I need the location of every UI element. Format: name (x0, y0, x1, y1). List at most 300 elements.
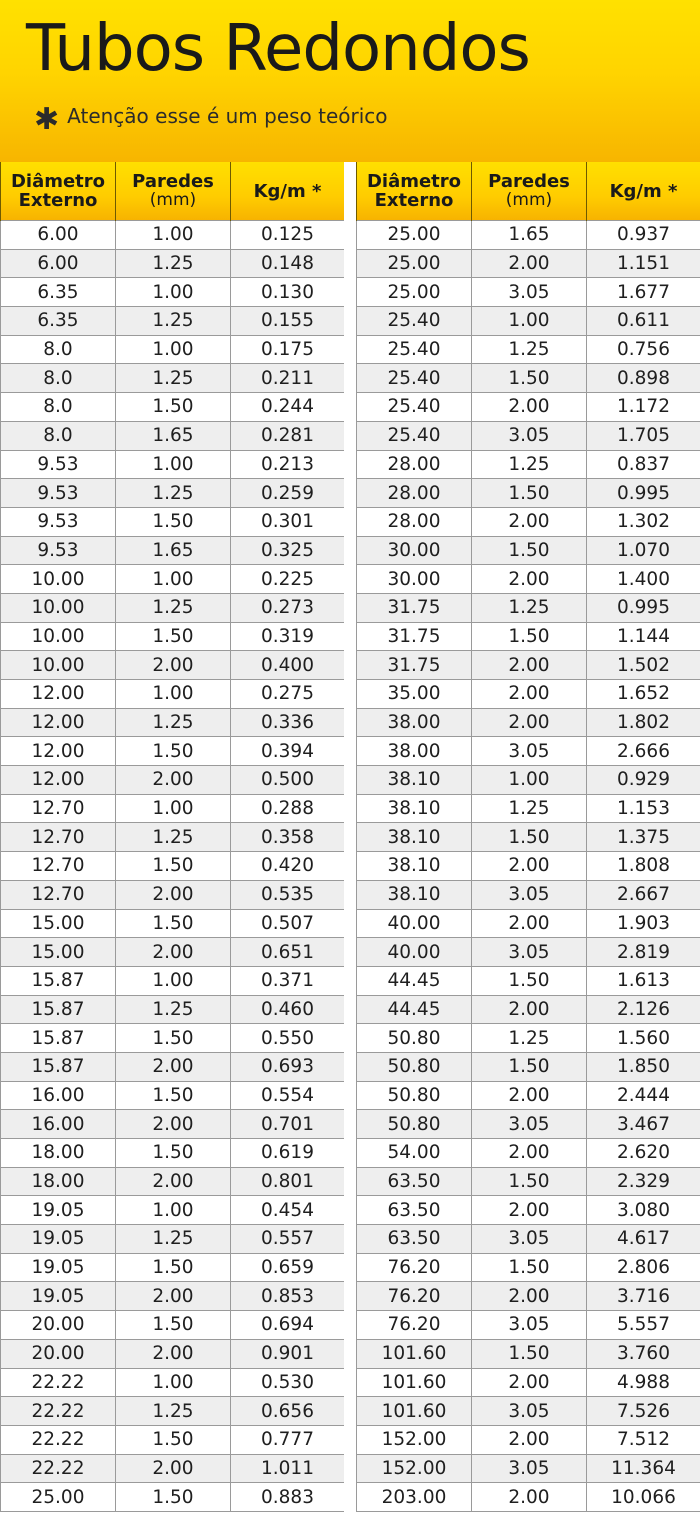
cell-wall: 1.50 (116, 1425, 231, 1454)
table-row (1, 1397, 345, 1426)
cell-weight: 0.898 (587, 364, 700, 393)
cell-weight: 1.172 (587, 393, 700, 422)
cell-diameter: 12.70 (1, 880, 116, 909)
table-row (1, 1368, 345, 1397)
table-row (1, 1052, 345, 1081)
table-row (1, 335, 345, 364)
cell-wall: 1.50 (472, 966, 587, 995)
cell-wall: 2.00 (116, 766, 231, 795)
table-row (357, 507, 700, 536)
cell-diameter: 25.40 (357, 364, 472, 393)
cell-diameter: 18.00 (1, 1167, 116, 1196)
table-row (357, 651, 700, 680)
cell-weight: 0.225 (231, 565, 345, 594)
page-title: Tubos Redondos (26, 12, 530, 86)
table-row (357, 364, 700, 393)
cell-wall: 1.50 (116, 1253, 231, 1282)
cell-wall: 1.50 (116, 622, 231, 651)
cell-wall: 1.50 (472, 622, 587, 651)
table-row (1, 966, 345, 995)
cell-diameter: 40.00 (357, 909, 472, 938)
cell-wall: 3.05 (472, 737, 587, 766)
table-row (357, 1454, 700, 1483)
cell-diameter: 31.75 (357, 651, 472, 680)
table-row (357, 278, 700, 307)
cell-weight: 0.756 (587, 335, 700, 364)
cell-diameter: 19.05 (1, 1253, 116, 1282)
cell-diameter: 38.10 (357, 823, 472, 852)
table-row (357, 622, 700, 651)
cell-wall: 1.50 (116, 1311, 231, 1340)
cell-diameter: 19.05 (1, 1282, 116, 1311)
right-table-body (357, 221, 700, 1512)
table-row (357, 1196, 700, 1225)
cell-wall: 3.05 (472, 1110, 587, 1139)
table-row (357, 1167, 700, 1196)
asterisk-icon: ✱ (34, 102, 60, 137)
cell-diameter: 9.53 (1, 507, 116, 536)
cell-diameter: 35.00 (357, 680, 472, 709)
cell-wall: 2.00 (116, 651, 231, 680)
cell-diameter: 8.0 (1, 335, 116, 364)
right-table-container (356, 162, 700, 1512)
cell-weight: 0.244 (231, 393, 345, 422)
cell-weight: 0.288 (231, 794, 345, 823)
table-separator (344, 162, 356, 1514)
cell-weight: 1.903 (587, 909, 700, 938)
cell-diameter: 28.00 (357, 450, 472, 479)
cell-wall: 1.50 (116, 909, 231, 938)
cell-weight: 0.694 (231, 1311, 345, 1340)
table-row (1, 938, 345, 967)
table-row (1, 1110, 345, 1139)
cell-wall: 2.00 (116, 880, 231, 909)
cell-diameter: 9.53 (1, 450, 116, 479)
cell-weight: 0.837 (587, 450, 700, 479)
tubes-table-left (0, 162, 345, 1512)
cell-weight: 0.148 (231, 249, 345, 278)
table-row (357, 1483, 700, 1512)
cell-diameter: 12.00 (1, 680, 116, 709)
cell-wall: 2.00 (472, 1139, 587, 1168)
table-row (1, 536, 345, 565)
cell-weight: 7.526 (587, 1397, 700, 1426)
table-row (1, 1425, 345, 1454)
cell-diameter: 40.00 (357, 938, 472, 967)
cell-wall: 1.25 (116, 307, 231, 336)
cell-weight: 0.259 (231, 479, 345, 508)
cell-diameter: 38.10 (357, 794, 472, 823)
cell-weight: 0.454 (231, 1196, 345, 1225)
cell-wall: 2.00 (472, 507, 587, 536)
header-walls: Paredes (mm) (116, 162, 231, 221)
cell-diameter: 28.00 (357, 479, 472, 508)
table-row (357, 1225, 700, 1254)
table-row (357, 1397, 700, 1426)
cell-wall: 1.00 (116, 966, 231, 995)
table-row (1, 1167, 345, 1196)
page-header (0, 0, 700, 162)
table-row (1, 1024, 345, 1053)
cell-diameter: 38.00 (357, 737, 472, 766)
cell-diameter: 76.20 (357, 1253, 472, 1282)
cell-weight: 0.336 (231, 708, 345, 737)
cell-weight: 0.995 (587, 593, 700, 622)
cell-diameter: 63.50 (357, 1196, 472, 1225)
cell-wall: 2.00 (472, 1368, 587, 1397)
cell-weight: 1.677 (587, 278, 700, 307)
cell-diameter: 12.00 (1, 708, 116, 737)
table-row (1, 909, 345, 938)
table-row (357, 536, 700, 565)
cell-weight: 11.364 (587, 1454, 700, 1483)
cell-diameter: 22.22 (1, 1368, 116, 1397)
cell-weight: 0.801 (231, 1167, 345, 1196)
cell-diameter: 10.00 (1, 593, 116, 622)
cell-wall: 3.05 (472, 1454, 587, 1483)
cell-diameter: 25.00 (357, 249, 472, 278)
cell-wall: 1.65 (472, 221, 587, 250)
cell-wall: 2.00 (472, 393, 587, 422)
table-row (1, 307, 345, 336)
cell-weight: 1.144 (587, 622, 700, 651)
table-row (1, 651, 345, 680)
cell-diameter: 20.00 (1, 1311, 116, 1340)
cell-diameter: 15.87 (1, 1024, 116, 1053)
cell-weight: 0.554 (231, 1081, 345, 1110)
cell-weight: 0.175 (231, 335, 345, 364)
table-row (1, 593, 345, 622)
cell-wall: 1.50 (116, 737, 231, 766)
cell-diameter: 8.0 (1, 421, 116, 450)
cell-diameter: 18.00 (1, 1139, 116, 1168)
cell-diameter: 63.50 (357, 1225, 472, 1254)
cell-diameter: 31.75 (357, 593, 472, 622)
cell-diameter: 25.00 (357, 278, 472, 307)
cell-wall: 2.00 (472, 651, 587, 680)
table-row (357, 966, 700, 995)
table-row (357, 1311, 700, 1340)
table-row (357, 421, 700, 450)
cell-wall: 3.05 (472, 938, 587, 967)
cell-diameter: 9.53 (1, 536, 116, 565)
cell-diameter: 8.0 (1, 393, 116, 422)
cell-wall: 1.50 (116, 1483, 231, 1512)
table-row (357, 1282, 700, 1311)
table-row (357, 307, 700, 336)
cell-wall: 1.65 (116, 421, 231, 450)
cell-wall: 2.00 (472, 1483, 587, 1512)
cell-wall: 1.25 (472, 335, 587, 364)
cell-diameter: 50.80 (357, 1024, 472, 1053)
left-table-container (0, 162, 344, 1512)
cell-diameter: 25.40 (357, 393, 472, 422)
cell-weight: 0.420 (231, 852, 345, 881)
cell-diameter: 25.00 (1, 1483, 116, 1512)
cell-weight: 1.652 (587, 680, 700, 709)
cell-wall: 1.25 (472, 593, 587, 622)
table-row (357, 794, 700, 823)
cell-wall: 2.00 (116, 1282, 231, 1311)
table-row (1, 766, 345, 795)
cell-wall: 1.50 (472, 1052, 587, 1081)
table-row (1, 995, 345, 1024)
cell-wall: 1.00 (472, 307, 587, 336)
cell-diameter: 30.00 (357, 536, 472, 565)
table-row (1, 221, 345, 250)
cell-wall: 2.00 (472, 852, 587, 881)
cell-weight: 0.929 (587, 766, 700, 795)
cell-wall: 2.00 (116, 1167, 231, 1196)
table-row (1, 1253, 345, 1282)
table-row (357, 1425, 700, 1454)
cell-weight: 1.705 (587, 421, 700, 450)
cell-weight: 0.211 (231, 364, 345, 393)
cell-wall: 2.00 (116, 1110, 231, 1139)
cell-diameter: 15.87 (1, 966, 116, 995)
table-row (357, 221, 700, 250)
cell-weight: 0.937 (587, 221, 700, 250)
cell-wall: 1.50 (472, 479, 587, 508)
cell-weight: 1.375 (587, 823, 700, 852)
cell-diameter: 25.40 (357, 307, 472, 336)
cell-wall: 1.25 (116, 1225, 231, 1254)
table-row (1, 364, 345, 393)
cell-diameter: 15.87 (1, 1052, 116, 1081)
cell-weight: 0.301 (231, 507, 345, 536)
table-row (357, 708, 700, 737)
cell-weight: 1.070 (587, 536, 700, 565)
cell-diameter: 8.0 (1, 364, 116, 393)
cell-diameter: 50.80 (357, 1081, 472, 1110)
table-row (1, 1282, 345, 1311)
table-row (1, 479, 345, 508)
cell-weight: 0.883 (231, 1483, 345, 1512)
cell-weight: 0.325 (231, 536, 345, 565)
table-row (1, 1225, 345, 1254)
cell-weight: 4.617 (587, 1225, 700, 1254)
cell-weight: 3.080 (587, 1196, 700, 1225)
cell-weight: 0.130 (231, 278, 345, 307)
cell-wall: 3.05 (472, 278, 587, 307)
cell-wall: 1.00 (116, 680, 231, 709)
cell-weight: 2.126 (587, 995, 700, 1024)
cell-weight: 2.806 (587, 1253, 700, 1282)
cell-diameter: 15.00 (1, 938, 116, 967)
cell-wall: 1.50 (472, 364, 587, 393)
cell-weight: 0.656 (231, 1397, 345, 1426)
table-row (357, 909, 700, 938)
cell-wall: 1.25 (116, 364, 231, 393)
cell-weight: 1.850 (587, 1052, 700, 1081)
table-row (357, 1081, 700, 1110)
table-row (1, 1139, 345, 1168)
cell-weight: 0.535 (231, 880, 345, 909)
cell-diameter: 50.80 (357, 1052, 472, 1081)
table-row (357, 1139, 700, 1168)
cell-diameter: 6.00 (1, 249, 116, 278)
cell-diameter: 38.10 (357, 852, 472, 881)
cell-wall: 1.50 (116, 1024, 231, 1053)
cell-weight: 0.659 (231, 1253, 345, 1282)
cell-diameter: 38.00 (357, 708, 472, 737)
cell-diameter: 12.00 (1, 737, 116, 766)
cell-weight: 0.394 (231, 737, 345, 766)
cell-weight: 1.560 (587, 1024, 700, 1053)
cell-weight: 0.275 (231, 680, 345, 709)
table-row (1, 622, 345, 651)
theoretical-weight-note (34, 102, 388, 137)
cell-wall: 1.25 (472, 450, 587, 479)
cell-weight: 0.530 (231, 1368, 345, 1397)
cell-wall: 1.50 (116, 393, 231, 422)
cell-weight: 1.153 (587, 794, 700, 823)
cell-diameter: 101.60 (357, 1397, 472, 1426)
cell-diameter: 38.10 (357, 766, 472, 795)
cell-diameter: 6.35 (1, 278, 116, 307)
cell-weight: 0.651 (231, 938, 345, 967)
cell-weight: 0.507 (231, 909, 345, 938)
tubes-table-right (356, 162, 700, 1512)
cell-weight: 0.400 (231, 651, 345, 680)
cell-weight: 0.777 (231, 1425, 345, 1454)
cell-diameter: 6.00 (1, 221, 116, 250)
cell-weight: 3.467 (587, 1110, 700, 1139)
cell-diameter: 101.60 (357, 1339, 472, 1368)
table-row (1, 565, 345, 594)
cell-wall: 1.00 (116, 794, 231, 823)
table-row (357, 938, 700, 967)
cell-wall: 1.25 (116, 708, 231, 737)
cell-weight: 0.550 (231, 1024, 345, 1053)
cell-diameter: 50.80 (357, 1110, 472, 1139)
cell-wall: 3.05 (472, 1311, 587, 1340)
table-row (357, 335, 700, 364)
header-diameter: Diâmetro Externo (1, 162, 116, 221)
cell-diameter: 152.00 (357, 1454, 472, 1483)
table-row (1, 1454, 345, 1483)
cell-weight: 1.502 (587, 651, 700, 680)
cell-weight: 0.901 (231, 1339, 345, 1368)
table-row (1, 450, 345, 479)
table-row (1, 680, 345, 709)
table-row (1, 794, 345, 823)
cell-wall: 1.00 (116, 221, 231, 250)
table-row (1, 1311, 345, 1340)
table-row (357, 1339, 700, 1368)
cell-wall: 1.00 (116, 1196, 231, 1225)
cell-weight: 0.995 (587, 479, 700, 508)
cell-diameter: 6.35 (1, 307, 116, 336)
table-row (357, 995, 700, 1024)
table-row (357, 737, 700, 766)
cell-weight: 4.988 (587, 1368, 700, 1397)
cell-wall: 1.50 (472, 1339, 587, 1368)
cell-wall: 1.50 (472, 1253, 587, 1282)
cell-weight: 0.213 (231, 450, 345, 479)
table-row (1, 737, 345, 766)
cell-weight: 1.802 (587, 708, 700, 737)
table-row (1, 1081, 345, 1110)
table-row (357, 680, 700, 709)
cell-diameter: 25.40 (357, 421, 472, 450)
cell-wall: 2.00 (116, 1052, 231, 1081)
cell-weight: 0.853 (231, 1282, 345, 1311)
cell-diameter: 12.70 (1, 823, 116, 852)
table-row (357, 565, 700, 594)
cell-wall: 2.00 (116, 1339, 231, 1368)
cell-wall: 1.65 (116, 536, 231, 565)
cell-wall: 1.50 (116, 1139, 231, 1168)
cell-wall: 1.25 (116, 479, 231, 508)
cell-weight: 2.444 (587, 1081, 700, 1110)
cell-weight: 0.358 (231, 823, 345, 852)
cell-wall: 3.05 (472, 1397, 587, 1426)
cell-weight: 10.066 (587, 1483, 700, 1512)
cell-wall: 1.00 (116, 278, 231, 307)
cell-diameter: 12.70 (1, 794, 116, 823)
cell-weight: 0.460 (231, 995, 345, 1024)
cell-diameter: 20.00 (1, 1339, 116, 1368)
table-row (357, 766, 700, 795)
left-table-body (1, 221, 345, 1512)
cell-diameter: 76.20 (357, 1311, 472, 1340)
cell-diameter: 76.20 (357, 1282, 472, 1311)
cell-weight: 0.557 (231, 1225, 345, 1254)
cell-wall: 3.05 (472, 880, 587, 909)
note-text: Atenção esse é um peso teórico (67, 104, 388, 128)
table-row (357, 450, 700, 479)
table-row (357, 852, 700, 881)
cell-diameter: 152.00 (357, 1425, 472, 1454)
cell-wall: 2.00 (472, 680, 587, 709)
table-row (1, 880, 345, 909)
cell-wall: 1.00 (472, 766, 587, 795)
cell-diameter: 63.50 (357, 1167, 472, 1196)
cell-diameter: 10.00 (1, 622, 116, 651)
cell-diameter: 38.10 (357, 880, 472, 909)
cell-diameter: 25.40 (357, 335, 472, 364)
table-row (1, 1339, 345, 1368)
cell-weight: 3.716 (587, 1282, 700, 1311)
cell-wall: 2.00 (116, 1454, 231, 1483)
cell-diameter: 15.00 (1, 909, 116, 938)
cell-diameter: 15.87 (1, 995, 116, 1024)
cell-weight: 1.151 (587, 249, 700, 278)
table-row (1, 421, 345, 450)
cell-weight: 0.155 (231, 307, 345, 336)
cell-wall: 1.25 (472, 794, 587, 823)
cell-weight: 0.693 (231, 1052, 345, 1081)
cell-wall: 2.00 (472, 1282, 587, 1311)
table-row (357, 1024, 700, 1053)
table-row (357, 393, 700, 422)
cell-weight: 3.760 (587, 1339, 700, 1368)
cell-diameter: 25.00 (357, 221, 472, 250)
table-row (1, 852, 345, 881)
table-row (1, 708, 345, 737)
table-row (357, 823, 700, 852)
header-walls: Paredes (mm) (472, 162, 587, 221)
cell-wall: 1.25 (116, 995, 231, 1024)
cell-weight: 2.666 (587, 737, 700, 766)
cell-diameter: 101.60 (357, 1368, 472, 1397)
table-header-row (1, 162, 345, 221)
cell-weight: 0.319 (231, 622, 345, 651)
cell-weight: 2.667 (587, 880, 700, 909)
cell-diameter: 22.22 (1, 1454, 116, 1483)
cell-weight: 2.329 (587, 1167, 700, 1196)
